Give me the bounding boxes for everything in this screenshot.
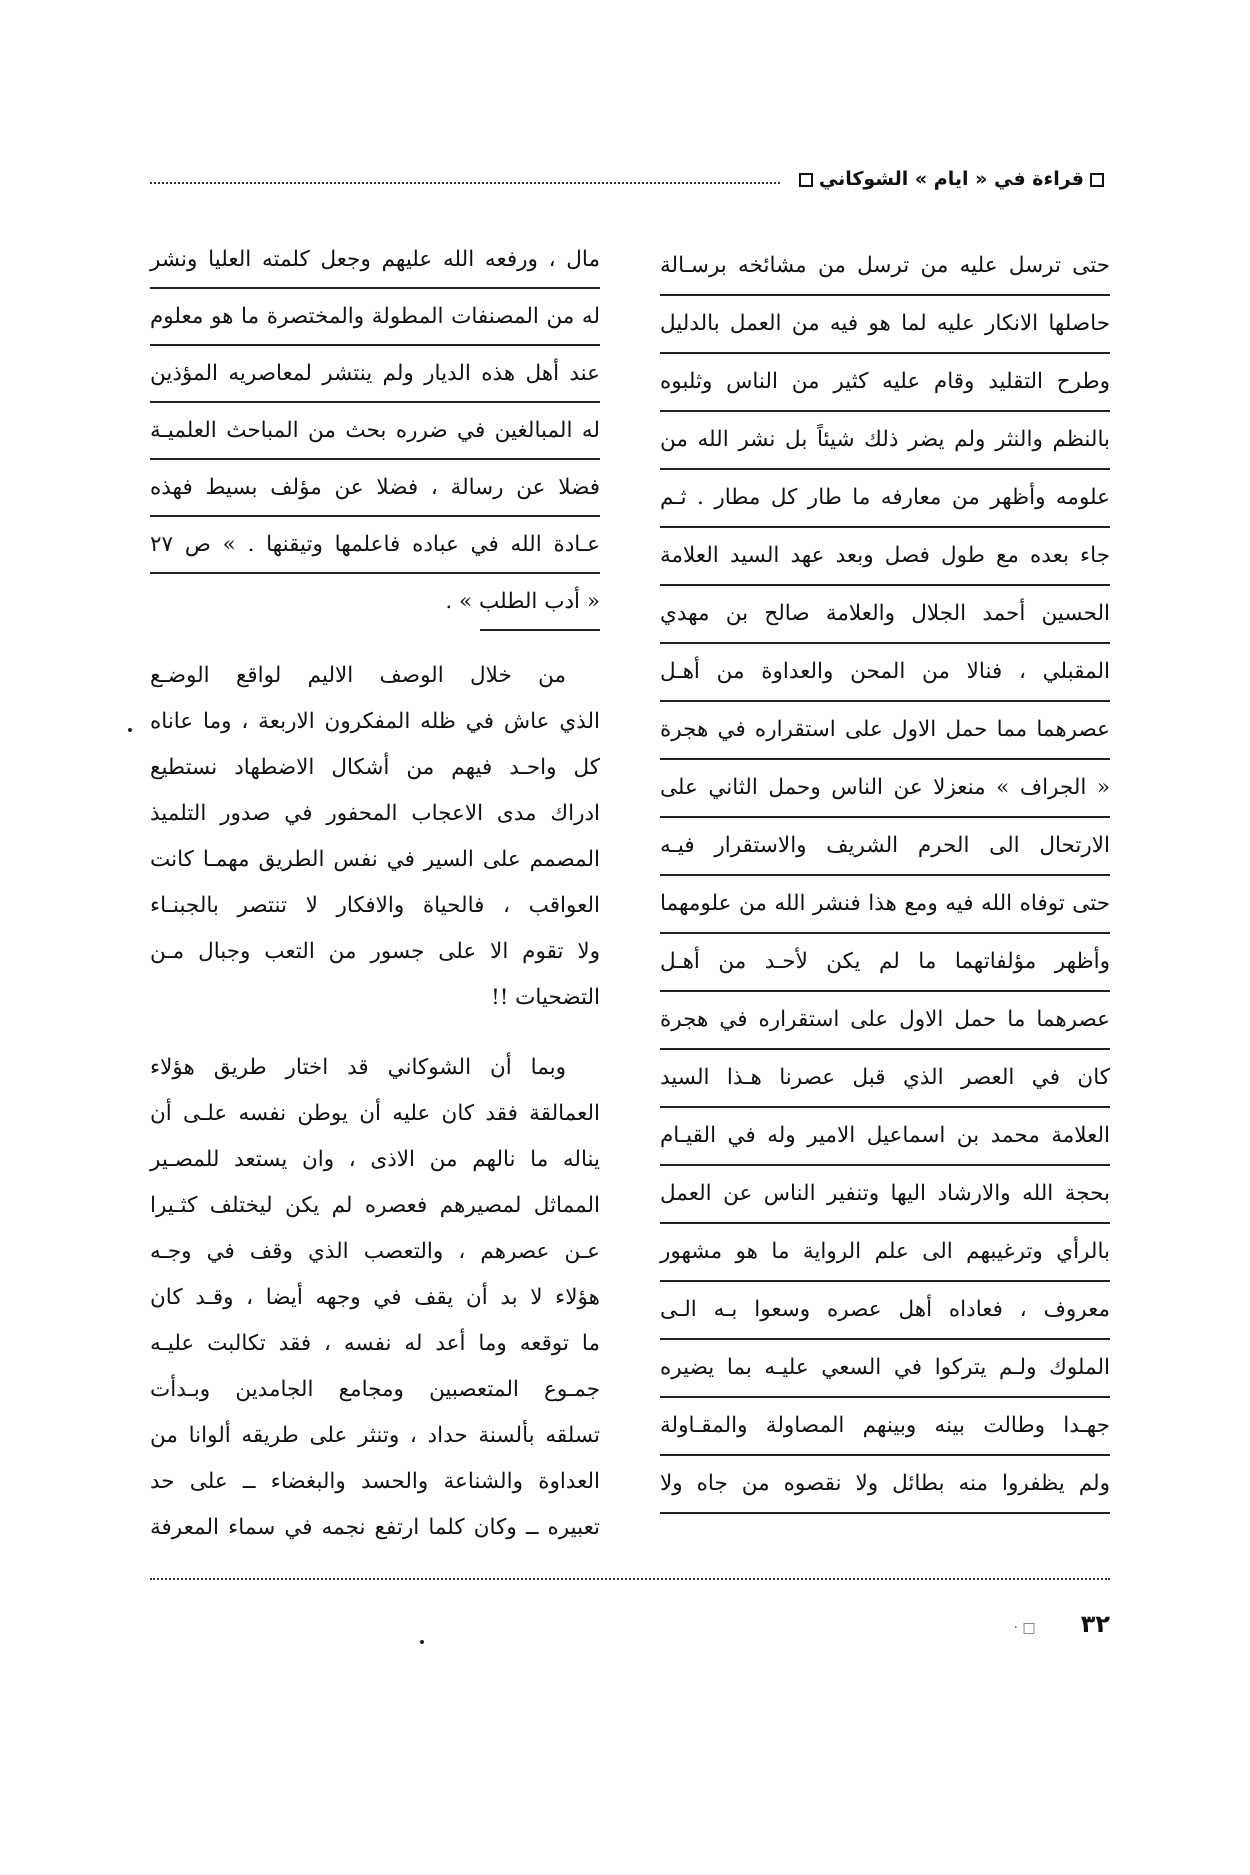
paragraph-line: العداوة والشناعة والحسد والبغضاء ــ على حد bbox=[150, 1469, 600, 1494]
text-line: الملوك ولـم يتركوا في السعي عليـه بما يضيره bbox=[660, 1340, 1110, 1398]
paragraph-line: من خلال الوصف الاليم لواقع الوضـع bbox=[150, 663, 566, 688]
text-line: معروف ، فعاداه أهل عصره وسعوا بـه الـى bbox=[660, 1282, 1110, 1340]
quote-line: مال ، ورفعه الله عليهم وجعل كلمته العليا ونشر bbox=[150, 232, 600, 289]
text-line: حاصلها الانكار عليه لما هو فيه من العمل بالدليل bbox=[660, 296, 1110, 354]
paragraph bbox=[150, 653, 600, 1021]
paragraph-line: الذي عاش في ظله المفكرون الاربعة ، وما عاناه bbox=[150, 709, 600, 734]
quote-line: له المبالغين في ضرره بحث من المباحث العلميـة bbox=[150, 403, 600, 460]
paragraph-line: كل واحـد فيهم من أشكال الاضطهاد نستطيع bbox=[150, 755, 600, 780]
page-footer bbox=[910, 1610, 1110, 1640]
footer-dotted-rule bbox=[150, 1578, 1110, 1580]
right-column bbox=[660, 238, 1110, 1514]
paragraph-line: يناله ما نالهم من الاذى ، وان يستعد للمصـير bbox=[150, 1147, 600, 1172]
quote-line: عـادة الله في عباده فاعلمها وتيقنها . » ص ٢٧ bbox=[150, 517, 600, 574]
header-dotted-rule bbox=[150, 182, 780, 184]
text-line: المقبلي ، فنالا من المحن والعداوة من أهـل bbox=[660, 644, 1110, 702]
square-ornament-icon bbox=[799, 173, 813, 187]
square-ornament-icon bbox=[1090, 173, 1104, 187]
paragraph-line: ما توقعه وما أعد له نفسه ، فقد تكالبت عليـه bbox=[150, 1331, 600, 1356]
paragraph-line: جمـوع المتعصبين ومجامع الجامدين وبـدأت bbox=[150, 1377, 600, 1402]
paragraph-line: المصمم على السير في نفس الطريق مهمـا كانت bbox=[150, 847, 600, 872]
left-column bbox=[150, 232, 600, 1551]
text-line: وطرح التقليد وقام عليه كثير من الناس وثلبوه bbox=[660, 354, 1110, 412]
text-line: علومه وأظهر من معارفه ما طار كل مطار . ثـم bbox=[660, 470, 1110, 528]
print-speck bbox=[420, 1640, 424, 1644]
text-line: عصرهما مما حمل الاول على استقراره في هجرة bbox=[660, 702, 1110, 760]
paragraph-line: العمالقة فقد كان عليه أن يوطن نفسه علـى أن bbox=[150, 1101, 600, 1126]
running-title-text: قراءة في « ايام » الشوكاني bbox=[818, 168, 1084, 190]
paragraph-line: المماثل لمصيرهم فعصره لم يكن ليختلف كثـيرا bbox=[150, 1193, 600, 1218]
text-line: بحجة الله والارشاد اليها وتنفير الناس عن العمل bbox=[660, 1166, 1110, 1224]
paragraph-line: ولا تقوم الا على جسور من التعب وجبال مـن bbox=[150, 939, 600, 964]
text-line: وأظهر مؤلفاتهما ما لم يكن لأحـد من أهـل bbox=[660, 934, 1110, 992]
page-header bbox=[150, 168, 1110, 202]
text-line: عصرهما ما حمل الاول على استقراره في هجرة bbox=[660, 992, 1110, 1050]
quotation-block bbox=[150, 232, 600, 631]
text-line: حتى ترسل عليه من ترسل من مشائخه برسـالة bbox=[660, 238, 1110, 296]
text-line: بالرأي وترغيبهم الى علم الرواية ما هو مشهور bbox=[660, 1224, 1110, 1282]
text-line: كان في العصر الذي قبل عصرنا هـذا السيد bbox=[660, 1050, 1110, 1108]
paragraph-line: ادراك مدى الاعجاب المحفور في صدور التلميذ bbox=[150, 801, 600, 826]
text-line: حتى توفاه الله فيه ومع هذا فنشر الله من علومهما bbox=[660, 876, 1110, 934]
text-line: جهـدا وطالت بينه وبينهم المصاولة والمقـاولة bbox=[660, 1398, 1110, 1456]
text-line: « الجراف » منعزلا عن الناس وحمل الثاني على bbox=[660, 760, 1110, 818]
quote-citation: « أدب الطلب » . bbox=[480, 574, 600, 631]
paragraph-line: تعبيره ــ وكان كلما ارتفع نجمه في سماء المعرفة bbox=[150, 1515, 600, 1540]
print-speck bbox=[128, 728, 132, 732]
paragraph-line: عـن عصرهم ، والتعصب الذي وقف في وجـه bbox=[150, 1239, 600, 1264]
paragraph-line: العواقب ، فالحياة والافكار لا تنتصر بالجبنـاء bbox=[150, 893, 600, 918]
text-line: جاء بعده مع طول فصل وبعد عهد السيد العلامة bbox=[660, 528, 1110, 586]
quote-line: فضلا عن رسالة ، فضلا عن مؤلف بسيط فهذه bbox=[150, 460, 600, 517]
page-number: ٣٢ bbox=[1080, 1610, 1110, 1638]
paragraph-line: هؤلاء لا بد أن يقف في وجهه أيضا ، وقـد كان bbox=[150, 1285, 600, 1310]
quote-line: عند أهل هذه الديار ولم ينتشر لمعاصريه المؤذين bbox=[150, 346, 600, 403]
text-line: العلامة محمد بن اسماعيل الامير وله في القيـام bbox=[660, 1108, 1110, 1166]
paragraph bbox=[150, 1045, 600, 1551]
paragraph-line: التضحيات !! bbox=[491, 985, 600, 1010]
quote-line: له من المصنفات المطولة والمختصرة ما هو معلوم bbox=[150, 289, 600, 346]
text-line: الارتحال الى الحرم الشريف والاستقرار فيـه bbox=[660, 818, 1110, 876]
ornament-icon: □ · bbox=[1013, 1620, 1036, 1636]
paragraph-line: وبما أن الشوكاني قد اختار طريق هؤلاء bbox=[150, 1055, 566, 1080]
text-line: ولم يظفروا منه بطائل ولا نقصوه من جاه ولا bbox=[660, 1456, 1110, 1514]
paragraph-line: تسلقه بألسنة حداد ، وتنثر على طريقه ألوانا من bbox=[150, 1423, 600, 1448]
text-line: بالنظم والنثر ولم يضر ذلك شيئاً بل نشر الله من bbox=[660, 412, 1110, 470]
running-title bbox=[793, 168, 1110, 190]
text-line: الحسين أحمد الجلال والعلامة صالح بن مهدي bbox=[660, 586, 1110, 644]
